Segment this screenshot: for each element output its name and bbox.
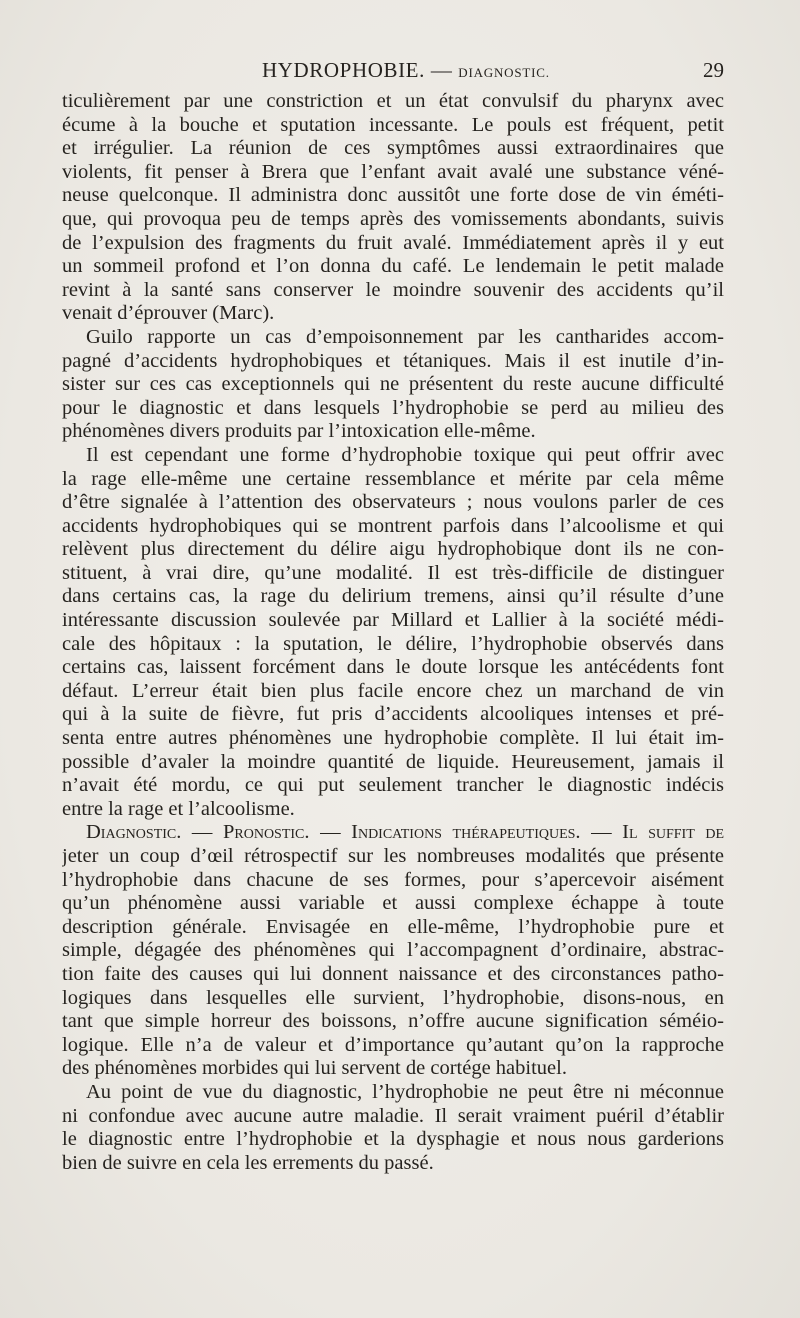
- running-title: [262, 56, 550, 87]
- text-line: pagné d’accidents hydrophobiques et tétaniques. Mais il est inutile d’in-: [62, 349, 724, 372]
- text-line: des phénomènes morbides qui lui servent de cortége habituel.: [62, 1057, 567, 1080]
- text-line: bien de suivre en cela les errements du passé.: [62, 1151, 434, 1174]
- text-line: logique. Elle n’a de valeur et d’importance qu’autant qu’on la rapproche: [62, 1033, 724, 1056]
- text-line: relèvent plus directement du délire aigu hydrophobique dont ils ne con-: [62, 538, 724, 561]
- body-text: [62, 90, 724, 1175]
- text-line: tion faite des causes qui lui donnent naissance et des circonstances patho-: [62, 962, 724, 985]
- text-line: l’hydrophobie dans chacune de ses formes, pour s’apercevoir aisément: [62, 868, 724, 891]
- text-line: Au point de vue du diagnostic, l’hydrophobie ne peut être ni méconnue: [86, 1080, 724, 1103]
- paragraph-diagnostic-section: [62, 821, 724, 1081]
- text-line: pour le diagnostic et dans lesquels l’hydrophobie se perd au milieu des: [62, 396, 724, 419]
- text-line: entre la rage et l’alcoolisme.: [62, 797, 295, 820]
- text-line: revint à la santé sans conserver le moindre souvenir des accidents qu’il: [62, 278, 724, 301]
- text-line: le diagnostic entre l’hydrophobie et la dysphagie et nous nous garderions: [62, 1128, 724, 1151]
- text-line: écume à la bouche et sputation incessante. Le pouls est fréquent, petit: [62, 113, 724, 136]
- text-line: neuse quelconque. Il administra donc aussitôt une forte dose de vin éméti-: [62, 184, 724, 207]
- text-line: Guilo rapporte un cas d’empoisonnement par les cantharides accom-: [86, 325, 724, 348]
- text-line: senta entre autres phénomènes une hydrophobie complète. Il lui était im-: [62, 727, 724, 750]
- text-line: description générale. Envisagée en elle-même, l’hydrophobie pure et: [62, 915, 724, 938]
- paragraph-cantharides: [62, 326, 724, 444]
- text-line: tant que simple horreur des boissons, n’offre aucune signification séméio-: [62, 1010, 724, 1033]
- running-title-sub: DIAGNOSTIC.: [458, 65, 550, 80]
- paragraph-alcoolisme: [62, 444, 724, 822]
- text-line: intéressante discussion soulevée par Millard et Lallier à la société médi-: [62, 609, 724, 632]
- text-line: ni confondue avec aucune autre maladie. Il serait vraiment puéril d’établir: [62, 1104, 724, 1127]
- text-line: qu’un phénomène aussi variable et aussi complexe échappe à toute: [62, 892, 724, 915]
- text-line: violents, fit penser à Brera que l’enfant avait avalé une substance véné-: [62, 160, 724, 183]
- text-line: phénomènes divers produits par l’intoxication elle-même.: [62, 420, 536, 443]
- running-title-main: HYDROPHOBIE.: [262, 58, 425, 82]
- page-number: 29: [703, 58, 724, 82]
- text-line: défaut. L’erreur était bien plus facile encore chez un marchand de vin: [62, 679, 724, 702]
- paragraph-continuation: [62, 90, 724, 326]
- text-line: certains cas, laissent forcément dans le doute lorsque les antécédents font: [62, 656, 724, 679]
- text-line: Diagnostic. — Pronostic. — Indications thérapeutiques. — Il suffit de: [86, 821, 724, 844]
- text-line: logiques dans lesquelles elle survient, l’hydrophobie, disons-nous, en: [62, 986, 724, 1009]
- text-line: simple, dégagée des phénomènes qui l’accompagnent d’ordinaire, abstrac-: [62, 939, 724, 962]
- text-line: un sommeil profond et l’on donna du café. Le lendemain le petit malade: [62, 255, 724, 278]
- text-line: venait d’éprouver (Marc).: [62, 302, 275, 325]
- text-line: sister sur ces cas exceptionnels qui ne présentent du reste aucune difficulté: [62, 373, 724, 396]
- text-line: que, qui provoqua peu de temps après des vomissements abondants, suivis: [62, 207, 724, 230]
- text-line: ticulièrement par une constriction et un état convulsif du pharynx avec: [62, 90, 724, 112]
- text-line: stituent, à vrai dire, qu’une modalité. Il est très-difficile de distinguer: [62, 561, 724, 584]
- text-line: la rage elle-même une certaine ressemblance et mérite par cela même: [62, 467, 724, 490]
- text-line: n’avait été mordu, ce qui put seulement trancher le diagnostic indécis: [62, 774, 724, 797]
- text-line: accidents hydrophobiques qui se montrent parfois dans l’alcoolisme et qui: [62, 514, 724, 537]
- running-title-separator: —: [424, 58, 459, 82]
- text-line: dans certains cas, la rage du delirium tremens, ainsi qu’il résulte d’une: [62, 585, 724, 608]
- text-line: Il est cependant une forme d’hydrophobie toxique qui peut offrir avec: [86, 443, 724, 466]
- text-line: de l’expulsion des fragments du fruit avalé. Immédiatement après il y eut: [62, 231, 724, 254]
- paragraph-point-de-vue: [62, 1081, 724, 1175]
- text-line: cale des hôpitaux : la sputation, le délire, l’hydrophobie observés dans: [62, 632, 724, 655]
- text-line: possible d’avaler la moindre quantité de liquide. Heureusement, jamais il: [62, 750, 724, 773]
- text-line: et irrégulier. La réunion de ces symptômes aussi extraordinaires que: [62, 137, 724, 160]
- running-header: [62, 56, 724, 84]
- text-line: qui à la suite de fièvre, fut pris d’accidents alcooliques intenses et pré-: [62, 703, 724, 726]
- text-line: d’être signalée à l’attention des observateurs ; nous voulons parler de ces: [62, 491, 724, 514]
- text-line: jeter un coup d’œil rétrospectif sur les nombreuses modalités que présente: [62, 845, 724, 867]
